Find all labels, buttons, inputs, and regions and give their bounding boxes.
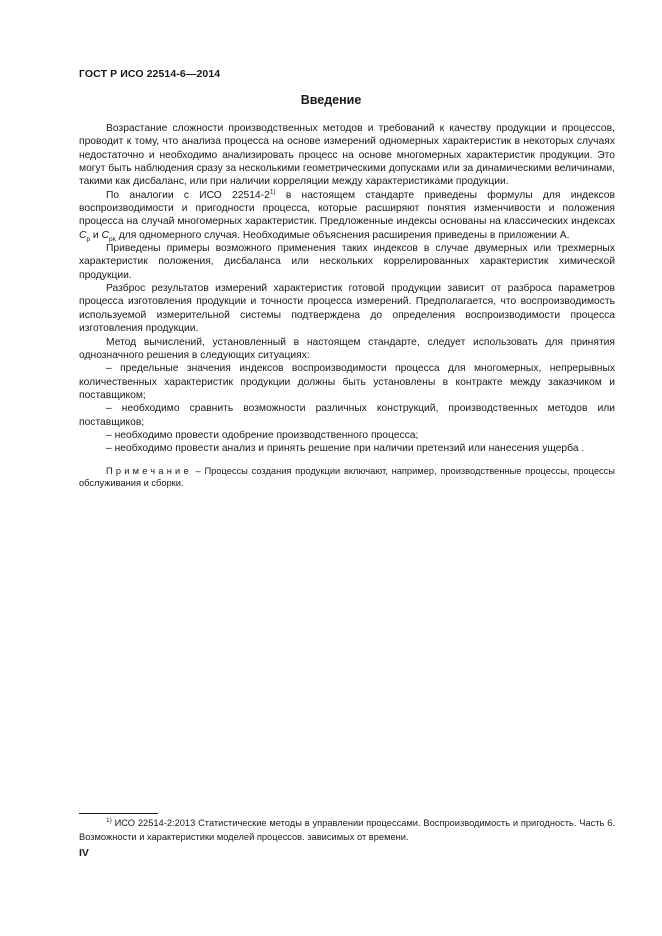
footnote-marker: 1) <box>106 816 112 824</box>
list-item: – необходимо провести одобрение производственного процесса; <box>106 429 419 441</box>
cp-index-subscript: p <box>86 235 91 243</box>
cpk-index-subscript: pk <box>108 235 116 243</box>
footnote <box>79 817 615 844</box>
paragraph-analogy-and: и <box>90 229 102 241</box>
list-item: – необходимо сравнить возможности различных конструкций, производственных методов или поставщиков; <box>79 403 615 428</box>
paragraph-examples: Приведены примеры возможного применения таких индексов в случае двумерных или трехмерных характеристик положения, дисбаланса или нескольких коррелированных характеристик химической продукции. <box>79 243 615 281</box>
footnote-divider <box>79 813 158 814</box>
paragraph-analogy <box>79 189 615 242</box>
paragraph-analogy-start: По аналогии с ИСО 22514-2 <box>106 189 270 201</box>
paragraph-complexity: Возрастание сложности производственных методов и требований к качеству продукции и процессов, проводит к тому, что анализа процесса на основе измерений одномерных характеристик в некоторых случаях недостаточно и необходимо анализировать процесс на основе многомерных характеристик продукции. Это могут быть наблюдения сразу за несколькими геометрическими допусками или за динамическими величинами, такими как дисбаланс, или при наличии корреляции между характеристиками продукции. <box>79 123 615 188</box>
note-text: – Процессы создания продукции включают, например, производственные процессы, процессы обслуживания и сборки. <box>79 465 615 488</box>
paragraph-analogy-middle: в настоящем стандарте приведены формулы для индексов воспроизводимости и пригодности процесса, которые расширяют понятия изменчивости и положения процесса на случай многомерных характеристик. Предложенные индексы основаны на классических индексах <box>79 189 615 228</box>
paragraph-method: Метод вычислений, установленный в настоящем стандарте, следует использовать для принятия однозначного решения в следующих ситуациях: <box>79 336 615 361</box>
list-item: – необходимо провести анализ и принять решение при наличии претензий или нанесения ущерба . <box>106 443 585 455</box>
note-label: Примечание <box>106 465 192 476</box>
cpk-index-letter: C <box>101 229 109 241</box>
body-text <box>79 122 615 489</box>
page-number: IV <box>79 847 89 859</box>
list-item: – предельные значения индексов воспроизводимости процесса для многомерных, непрерывных количественных характеристик продукции должны быть установлены в контракте между заказчиком и поставщиком; <box>79 363 615 401</box>
document-code-header: ГОСТ Р ИСО 22514-6—2014 <box>79 68 221 80</box>
paragraph-measurement-spread: Разброс результатов измерений характеристик готовой продукции зависит от разброса параметров процесса изготовления продукции и точности процесса измерений. Предполагается, что воспроизводимость используемой измерительной системы подтверждена до определения воспроизводимости процесса изготовления продукции. <box>79 283 615 335</box>
footnote-reference: 1) <box>269 188 276 196</box>
note <box>79 465 615 490</box>
paragraph-analogy-end: для одномерного случая. Необходимые объяснения расширения приведены в приложении А. <box>115 229 570 241</box>
section-title: Введение <box>300 93 362 107</box>
cp-index-letter: C <box>79 229 87 241</box>
footnote-text: ИСО 22514-2:2013 Статистические методы в управлении процессами. Воспроизводимость и пригодность. Часть 6. Возможности и характеристики моделей процессов. зависимых от времени. <box>79 818 615 842</box>
